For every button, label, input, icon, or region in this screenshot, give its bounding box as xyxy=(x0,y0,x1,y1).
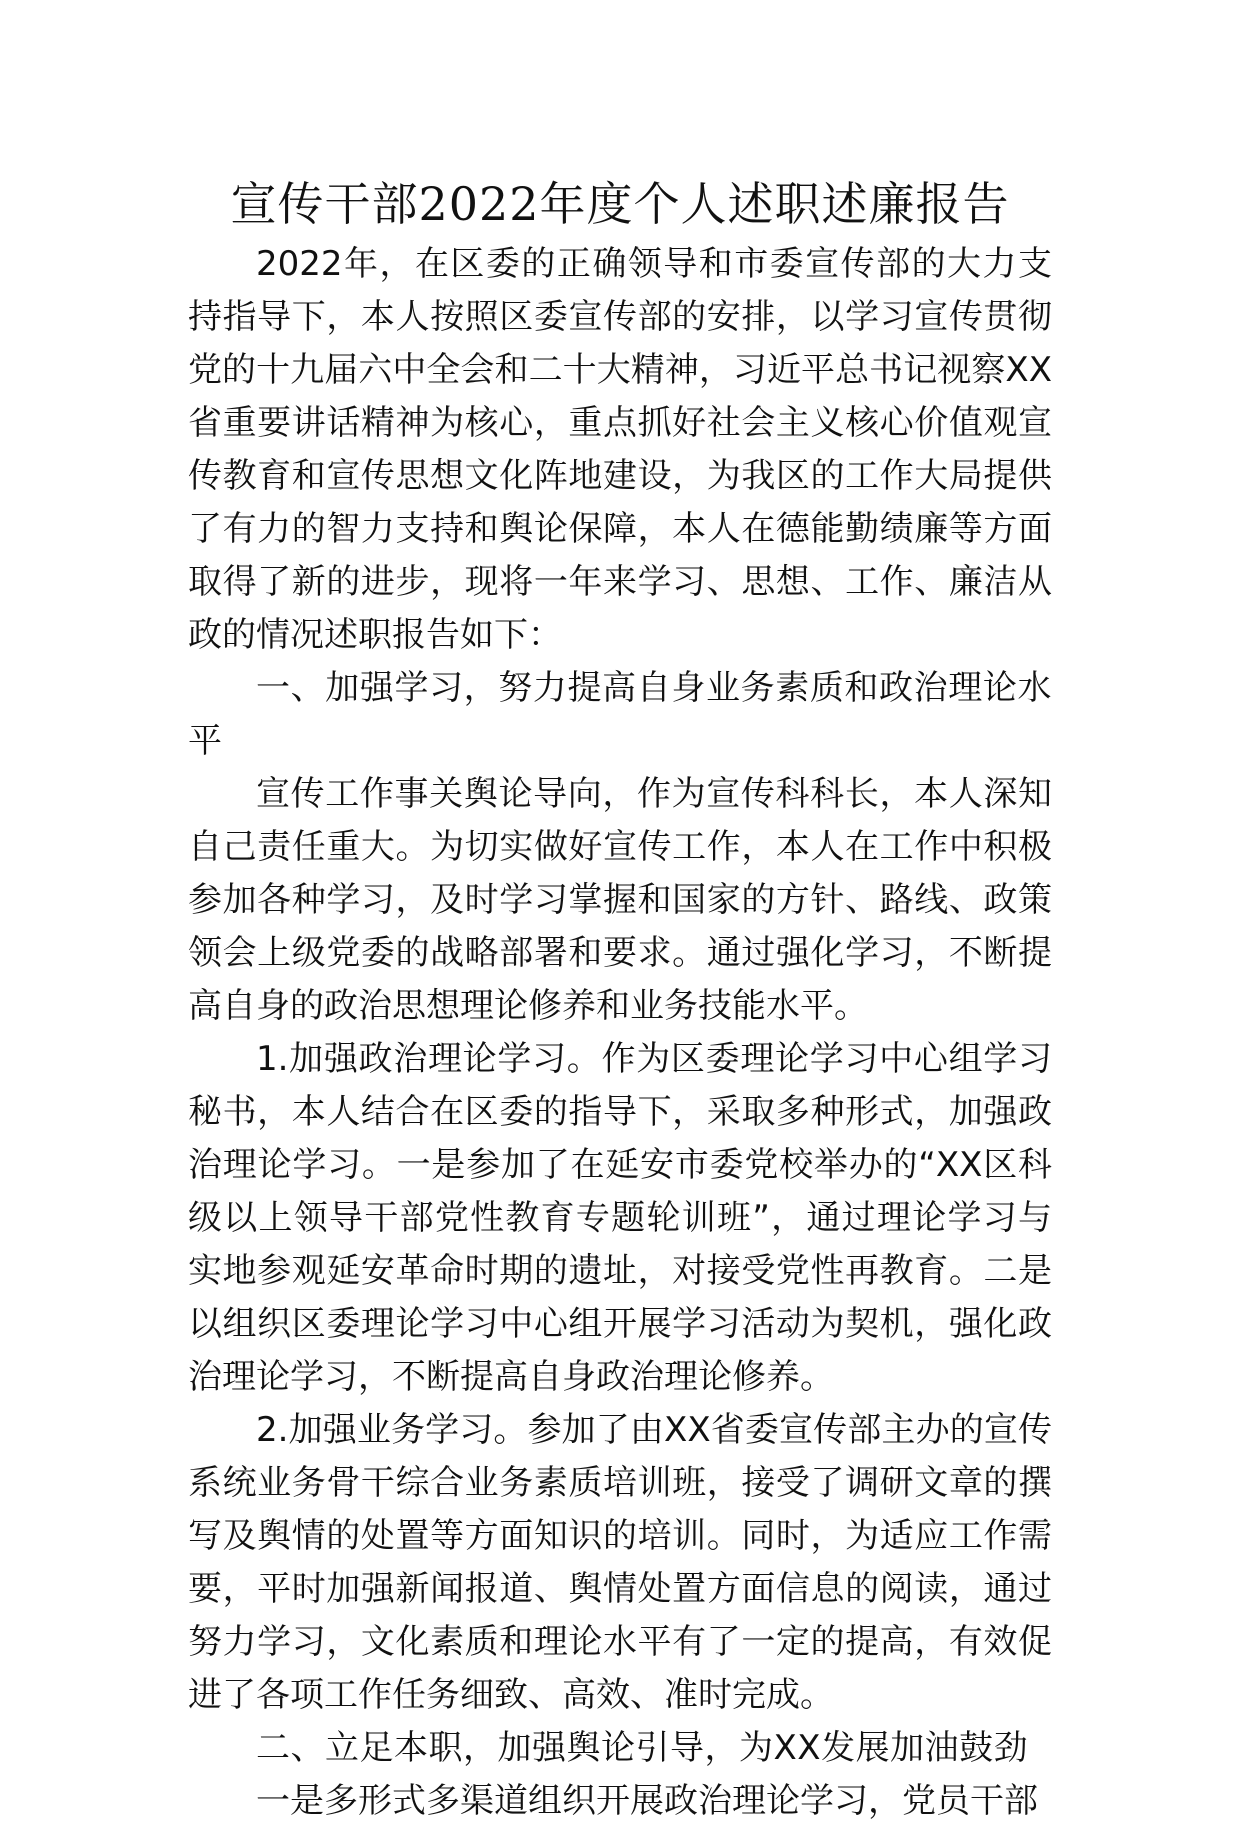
section-1-paragraph: 宣传工作事关舆论导向，作为宣传科科长，本人深知自己责任重大。为切实做好宣传工作，本人在工作中积极参加各种学习，及时学习掌握和国家的方针、路线、政策领会上级党委的战略部署和要求。通过强化学习，不断提高自身的政治思想理论修养和业务技能水平。 xyxy=(188,774,1052,1026)
section-1-item-1-paragraph: 1.加强政治理论学习。作为区委理论学习中心组学习秘书，本人结合在区委的指导下，采取多种形式，加强政治理论学习。一是参加了在延安市委党校举办的“XX区科级以上领导干部党性教育专题轮训班”，通过理论学习与实地参观延安革命时期的遗址，对接受党性再教育。二是以组织区委理论学习中心组开展学习活动为契机，强化政治理论学习，不断提高自身政治理论修养。 xyxy=(188,1039,1052,1397)
section-1-item-2-paragraph: 2.加强业务学习。参加了由XX省委宣传部主办的宣传系统业务骨干综合业务素质培训班，接受了调研文章的撰写及舆情的处置等方面知识的培训。同时，为适应工作需要，平时加强新闻报道、舆情处置方面信息的阅读，通过努力学习，文化素质和理论水平有了一定的提高，有效促进了各项工作任务细致、高效、准时完成。 xyxy=(188,1410,1052,1715)
section-2-paragraph: 一是多形式多渠道组织开展政治理论学习，党员干部 xyxy=(256,1781,1038,1821)
document-title: 宣传干部2022年度个人述职述廉报告 xyxy=(230,177,1010,231)
intro-paragraph: 2022年，在区委的正确领导和市委宣传部的大力支持指导下，本人按照区委宣传部的安排，以学习宣传贯彻党的十九届六中全会和二十大精神，习近平总书记视察XX省重要讲话精神为核心，重点抓好社会主义核心价值观宣传教育和宣传思想文化阵地建设，为我区的工作大局提供了有力的智力支持和舆论保障，本人在德能勤绩廉等方面取得了新的进步，现将一年来学习、思想、工作、廉洁从政的情况述职报告如下： xyxy=(188,244,1052,655)
section-heading-2: 二、立足本职，加强舆论引导，为XX发展加油鼓劲 xyxy=(256,1728,1029,1768)
document-body xyxy=(188,238,1052,1828)
section-heading-1: 一、加强学习，努力提高自身业务素质和政治理论水平 xyxy=(188,668,1052,761)
